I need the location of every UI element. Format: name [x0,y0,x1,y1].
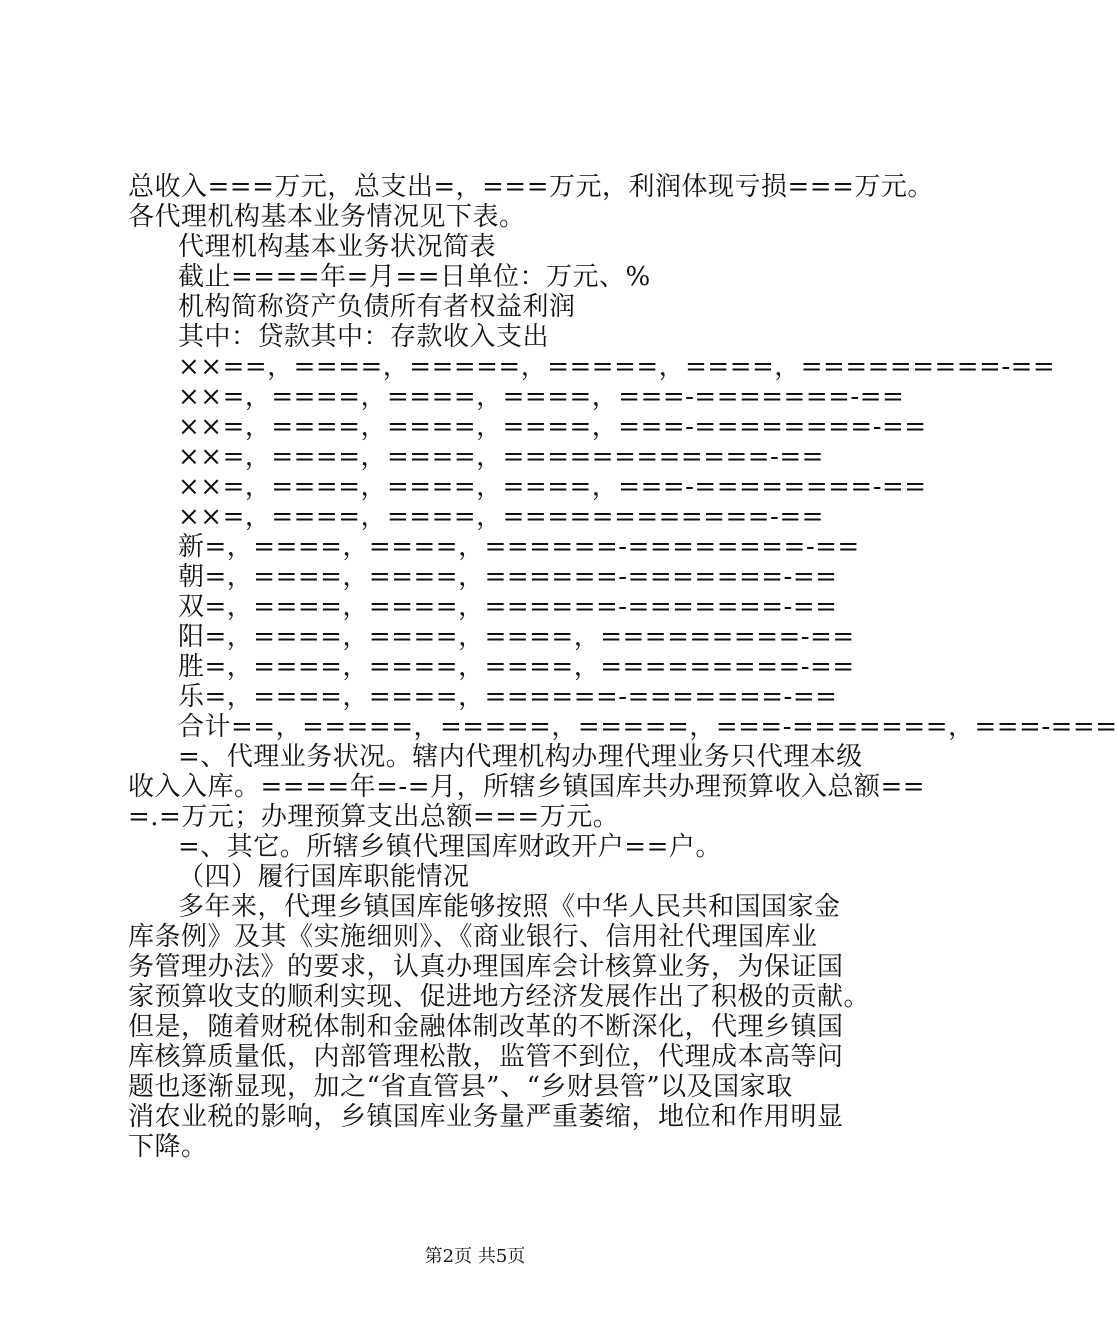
table-row: 乐=，====，====，======-=======-== [178,682,838,712]
table-row: ××==，====，=====，=====，====，=========-== [178,352,1056,382]
table-row: ××=，====，====，============-== [178,502,824,532]
table-header-row2: 其中：贷款其中：存款收入支出 [178,322,550,352]
intro-paragraph [128,172,934,232]
text-line: 务管理办法》的要求，认真办理国库会计核算业务，为保证国 [128,952,844,982]
text-line: =.=万元；办理预算支出总额===万元。 [128,802,620,832]
table-row: 双=，====，====，======-=======-== [178,592,838,622]
final-paragraph [128,892,871,1162]
text-line: 总收入===万元，总支出=，===万元，利润体现亏损===万元。 [128,172,934,202]
text-line: 家预算收支的顺利实现、促进地方经济发展作出了积极的贡献。 [128,982,871,1012]
text-line: 下降。 [128,1132,208,1162]
table-row: 阳=，====，====，====，=========-== [178,622,855,652]
table-header-row1: 机构简称资产负债所有者权益利润 [178,292,576,322]
text-line: 库条例》及其《实施细则》、《商业银行、信用社代理国库业 [128,922,818,952]
table-rows [128,352,1117,742]
text-line: 题也逐渐显现，加之“省直管县”、“乡财县管”以及国家取 [128,1072,793,1102]
page-footer: 第2页 共5页 [424,1246,526,1267]
table-row: 胜=，====，====，====，=========-== [178,652,855,682]
text-line: 各代理机构基本业务情况见下表。 [128,202,526,232]
text-line: 但是，随着财税体制和金融体制改革的不断深化，代理乡镇国 [128,1012,844,1042]
table-row: ××=，====，====，====，===-=======-== [178,382,905,412]
text-line: 库核算质量低，内部管理松散，监管不到位，代理成本高等问 [128,1042,844,1072]
table-date-unit: 截止====年=月==日单位：万元、% [178,262,651,292]
section-heading: （四）履行国库职能情况 [178,862,470,892]
text-line: 收入入库。====年=-=月，所辖乡镇国库共办理预算收入总额== [128,772,926,802]
table-row: ××=，====，====，============-== [178,442,824,472]
table-row-total: 合计==，=====，=====，=====，===-=======，===-=== [178,712,1117,742]
table-title: 代理机构基本业务状况简表 [178,232,497,262]
document-body [128,172,1117,1162]
table-row: 新=，====，====，======-========-== [178,532,860,562]
table-row: ××=，====，====，====，===-========-== [178,412,927,442]
table-row: 朝=，====，====，======-=======-== [178,562,838,592]
text-line: =、代理业务状况。辖内代理机构办理代理业务只代理本级 [178,742,863,772]
other-paragraph: =、其它。所辖乡镇代理国库财政开户==户。 [178,832,722,862]
text-line: 多年来，代理乡镇国库能够按照《中华人民共和国国家金 [178,892,841,922]
agency-business-paragraph [128,742,926,832]
text-line: 消农业税的影响，乡镇国库业务量严重萎缩，地位和作用明显 [128,1102,844,1132]
table-row: ××=，====，====，====，===-========-== [178,472,927,502]
